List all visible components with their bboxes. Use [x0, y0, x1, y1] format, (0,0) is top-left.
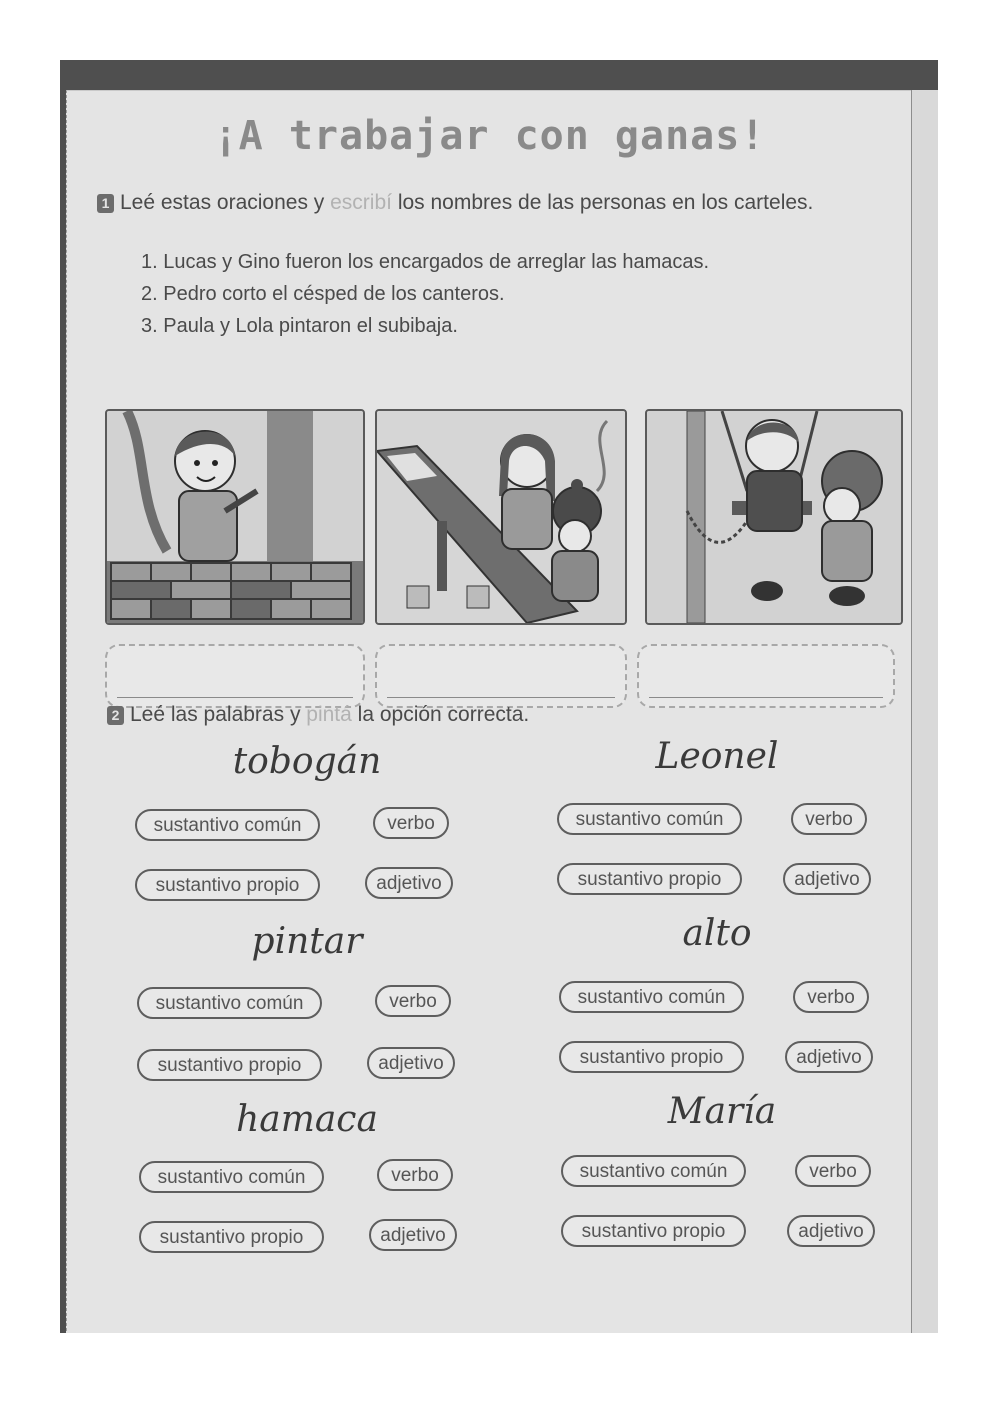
answer-box-2[interactable] — [375, 644, 627, 708]
activity-1-number: 1 — [97, 194, 114, 213]
option-adjetivo[interactable]: adjetivo — [787, 1215, 875, 1247]
sentence-1: 1. Lucas y Gino fueron los encargados de arreglar las hamacas. — [141, 251, 710, 273]
sentence-list — [141, 251, 709, 347]
option-adjetivo[interactable]: adjetivo — [785, 1041, 873, 1073]
instruction-text-1c: los nombres de las personas en los carteles. — [391, 191, 814, 214]
option-sustantivo-propio[interactable]: sustantivo propio — [559, 1041, 744, 1073]
word-pintar: pintar — [251, 921, 363, 962]
answer-box-3[interactable] — [637, 644, 895, 708]
option-verbo[interactable]: verbo — [793, 981, 869, 1013]
worksheet-page — [66, 90, 912, 1333]
illustration-painting-seesaw — [375, 409, 627, 625]
option-adjetivo[interactable]: adjetivo — [365, 867, 453, 899]
word-tobogan: tobogán — [232, 741, 382, 782]
option-adjetivo[interactable]: adjetivo — [367, 1047, 455, 1079]
illustration-cutting-grass — [105, 409, 365, 625]
activity-2-number: 2 — [107, 706, 124, 725]
word-maria: María — [667, 1091, 777, 1132]
option-sustantivo-comun[interactable]: sustantivo común — [561, 1155, 746, 1187]
option-sustantivo-comun[interactable]: sustantivo común — [137, 987, 322, 1019]
option-sustantivo-comun[interactable]: sustantivo común — [135, 809, 320, 841]
option-sustantivo-comun[interactable]: sustantivo común — [559, 981, 744, 1013]
page-edge — [911, 90, 938, 1333]
illustration-fixing-swing — [645, 409, 903, 625]
option-verbo[interactable]: verbo — [375, 985, 451, 1017]
answer-line — [387, 697, 615, 698]
sentence-2: 2. Pedro corto el césped de los canteros. — [141, 283, 505, 305]
answer-line — [117, 697, 353, 698]
instruction-text-1b: escribí — [330, 191, 392, 214]
photo-background — [60, 60, 938, 1333]
option-sustantivo-propio[interactable]: sustantivo propio — [135, 869, 320, 901]
instruction-text-2c: la opción correcta. — [351, 703, 530, 726]
word-leonel: Leonel — [655, 736, 779, 777]
option-verbo[interactable]: verbo — [791, 803, 867, 835]
instruction-text-2b: pintá — [306, 703, 352, 726]
option-adjetivo[interactable]: adjetivo — [783, 863, 871, 895]
page-title: ¡A trabajar con ganas! — [213, 113, 766, 159]
option-verbo[interactable]: verbo — [795, 1155, 871, 1187]
option-sustantivo-propio[interactable]: sustantivo propio — [557, 863, 742, 895]
instruction-text-2a: Leé las palabras y — [130, 703, 307, 726]
word-alto: alto — [682, 913, 752, 954]
option-sustantivo-propio[interactable]: sustantivo propio — [561, 1215, 746, 1247]
option-sustantivo-propio[interactable]: sustantivo propio — [139, 1221, 324, 1253]
answer-box-1[interactable] — [105, 644, 365, 708]
option-verbo[interactable]: verbo — [377, 1159, 453, 1191]
sentence-3: 3. Paula y Lola pintaron el subibaja. — [141, 315, 458, 337]
word-hamaca: hamaca — [236, 1099, 378, 1140]
option-sustantivo-comun[interactable]: sustantivo común — [139, 1161, 324, 1193]
activity-2-instruction — [107, 703, 529, 727]
option-verbo[interactable]: verbo — [373, 807, 449, 839]
option-adjetivo[interactable]: adjetivo — [369, 1219, 457, 1251]
option-sustantivo-comun[interactable]: sustantivo común — [557, 803, 742, 835]
option-sustantivo-propio[interactable]: sustantivo propio — [137, 1049, 322, 1081]
activity-1-instruction — [97, 191, 813, 215]
answer-line — [649, 697, 883, 698]
instruction-text-1a: Leé estas oraciones y — [120, 191, 331, 214]
